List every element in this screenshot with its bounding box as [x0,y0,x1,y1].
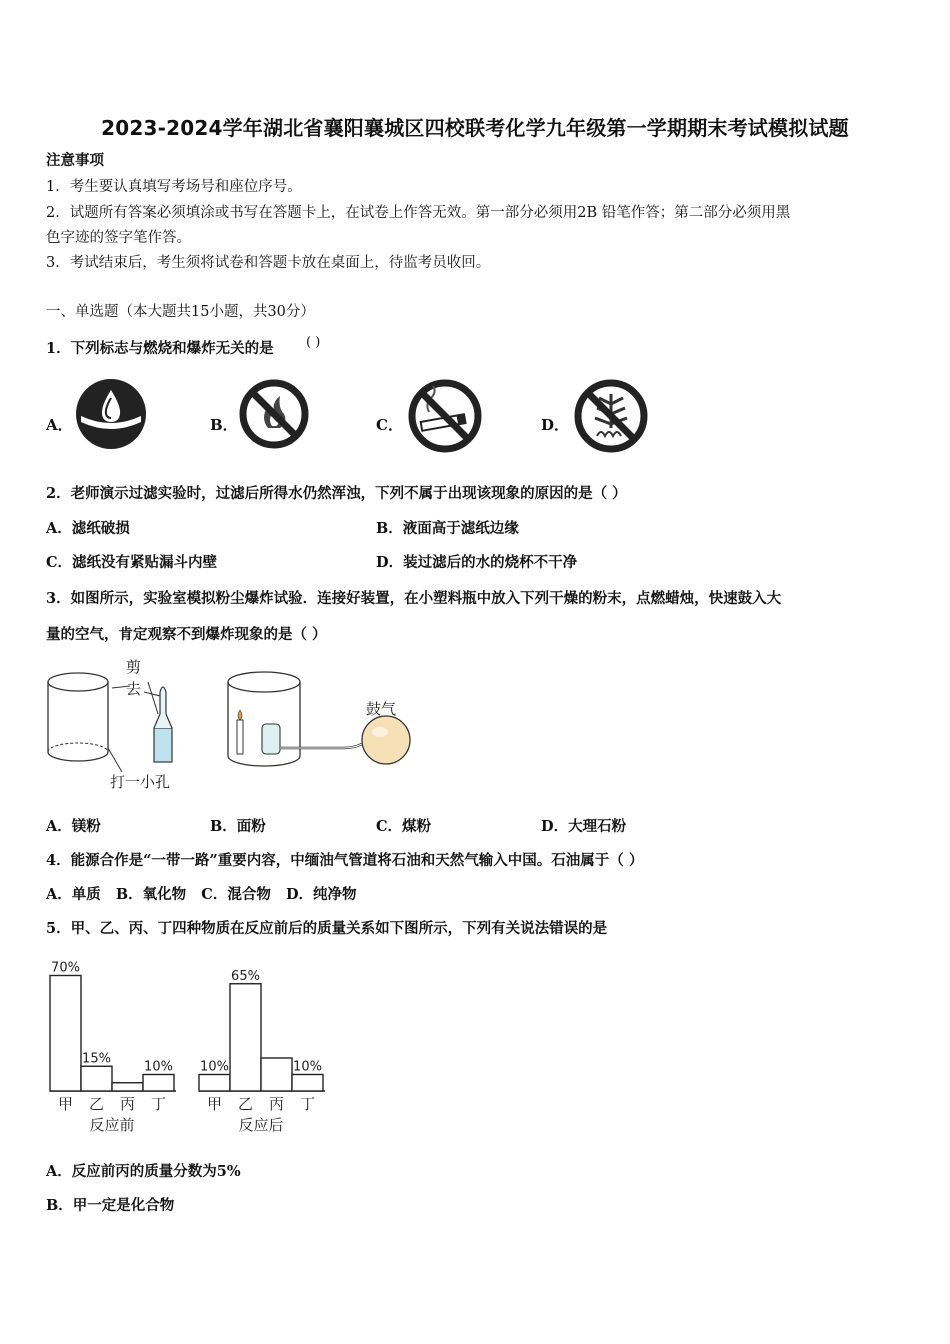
notice-heading: 注意事项 [46,152,104,169]
bar-甲 [199,1075,230,1092]
q5-option-a: A．反应前丙的质量分数为5% [46,1163,241,1180]
category-label: 甲 [57,1095,74,1113]
q3-stem-line1: 3．如图所示，实验室模拟粉尘爆炸试验．连接好装置，在小塑料瓶中放入下列干燥的粉末，点燃蜡烛，快速鼓入大 [46,590,782,607]
category-label: 丁 [150,1095,167,1113]
notice-item: 1．考生要认真填写考场号和座位序号。 [46,179,302,195]
chart-title: 反应后 [238,1116,284,1134]
data-label: 10% [144,1059,173,1075]
q1-option-b: B． [210,416,238,434]
q1-option-a: A． [46,416,73,434]
q2-option-a: A．滤纸破损 [46,520,130,537]
q1-option-d: D． [541,416,570,434]
q3-option-d: D．大理石粉 [541,818,627,835]
water-drop-sign-icon [75,378,147,450]
category-label: 丙 [119,1095,136,1113]
q2-option-d: D．装过滤后的水的烧杯不干净 [376,554,578,571]
q5-stem: 5．甲、乙、丙、丁四种物质在反应前后的质量关系如下图所示，下列有关说法错误的是 [46,920,608,937]
bar-乙 [81,1066,112,1091]
notice-item: 2．试题所有答案必须填涂或书写在答题卡上，在试卷上作答无效。第一部分必须用2B 铅笔作答；第二部分必须用黑 [46,205,791,221]
page-title: 2023-2024学年湖北省襄阳襄城区四校联考化学九年级第一学期期末考试模拟试题 [101,116,849,140]
q4-options: A．单质 B．氧化物 C．混合物 D．纯净物 [46,886,357,903]
bar-甲 [50,976,81,1092]
data-label: 10% [200,1059,229,1075]
q2-option-c: C．滤纸没有紧贴漏斗内壁 [46,554,218,571]
category-label: 乙 [88,1095,105,1113]
bar-丁 [143,1075,174,1092]
no-fire-sign-icon [238,378,310,450]
q1-bracket: ( ) [306,335,321,350]
category-label: 乙 [237,1095,254,1113]
category-label: 丙 [268,1095,285,1113]
q3-option-b: B．面粉 [210,818,266,835]
label-hole: 打一小孔 [110,773,171,791]
mass-fraction-bar-charts [40,950,340,1140]
notice-item: 色字迹的签字笔作答。 [46,230,191,246]
q3-stem-line2: 量的空气，肯定观察不到爆炸现象的是（ ） [46,626,327,643]
q3-option-c: C．煤粉 [376,818,432,835]
no-fireworks-sign-icon [573,378,649,454]
label-cut-1: 剪 [126,658,142,676]
q2-option-b: B．液面高于滤纸边缘 [376,520,519,537]
q1-stem: 1．下列标志与燃烧和爆炸无关的是 [46,340,274,357]
data-label: 70% [51,960,80,976]
no-smoking-sign-icon [407,378,483,454]
q5-option-b: B．甲一定是化合物 [46,1197,175,1214]
q3-option-a: A．镁粉 [46,818,101,835]
section-heading: 一、单选题（本大题共15小题，共30分） [46,304,315,320]
q2-stem: 2．老师演示过滤实验时，过滤后所得水仍然浑浊，下列不属于出现该现象的原因的是（ ） [46,485,627,502]
bar-丁 [292,1075,323,1092]
q4-stem: 4．能源合作是“一带一路”重要内容，中缅油气管道将石油和天然气输入中国。石油属于（ ） [46,852,644,869]
q1-option-c: C． [376,416,403,434]
data-label: 65% [231,968,260,984]
data-label: 10% [293,1059,322,1075]
bar-丙 [261,1058,292,1091]
data-label: 15% [82,1051,111,1067]
notice-item: 3．考试结束后，考生须将试卷和答题卡放在桌面上，待监考员收回。 [46,255,491,271]
category-label: 丁 [299,1095,316,1113]
label-cut-2: 去 [126,680,142,698]
bar-丙 [112,1083,143,1091]
label-blow: 鼓气 [366,700,397,718]
dust-explosion-apparatus-diagram [44,652,424,802]
bar-乙 [230,984,261,1091]
chart-title: 反应前 [89,1116,135,1134]
category-label: 甲 [206,1095,223,1113]
